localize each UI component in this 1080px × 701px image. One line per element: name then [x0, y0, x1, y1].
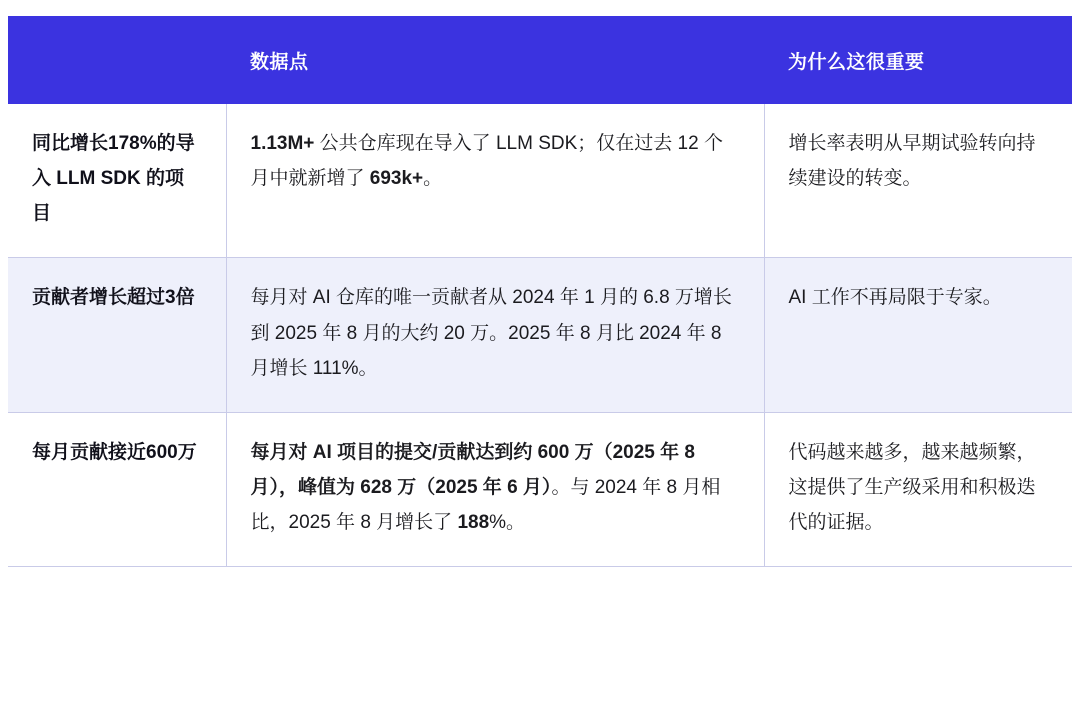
row-why: 增长率表明从早期试验转向持续建设的转变。 [764, 104, 1072, 258]
table-row [8, 412, 1072, 566]
row-datapoint: 每月对 AI 仓库的唯一贡献者从 2024 年 1 月的 6.8 万增长到 2025 年 8 月的大约 20 万。2025 年 8 月比 2024 年 8 月增长 111%。 [226, 258, 764, 412]
column-header-blank [8, 16, 226, 104]
row-label: 贡献者增长超过3倍 [8, 258, 226, 412]
table-body [8, 104, 1072, 567]
table-row [8, 258, 1072, 412]
table-header [8, 16, 1072, 104]
metrics-table [8, 16, 1072, 567]
row-label: 每月贡献接近600万 [8, 412, 226, 566]
row-label: 同比增长178%的导入 LLM SDK 的项目 [8, 104, 226, 258]
table-row [8, 104, 1072, 258]
column-header-datapoint: 数据点 [226, 16, 764, 104]
row-datapoint: 1.13M+ 公共仓库现在导入了 LLM SDK；仅在过去 12 个月中就新增了 693k+。 [226, 104, 764, 258]
table-header-row [8, 16, 1072, 104]
column-header-why: 为什么这很重要 [764, 16, 1072, 104]
row-why: AI 工作不再局限于专家。 [764, 258, 1072, 412]
row-datapoint: 每月对 AI 项目的提交/贡献达到约 600 万（2025 年 8 月），峰值为 628 万（2025 年 6 月）。与 2024 年 8 月相比，2025 年 8 月增长了 188%。 [226, 412, 764, 566]
row-why: 代码越来越多，越来越频繁，这提供了生产级采用和积极迭代的证据。 [764, 412, 1072, 566]
